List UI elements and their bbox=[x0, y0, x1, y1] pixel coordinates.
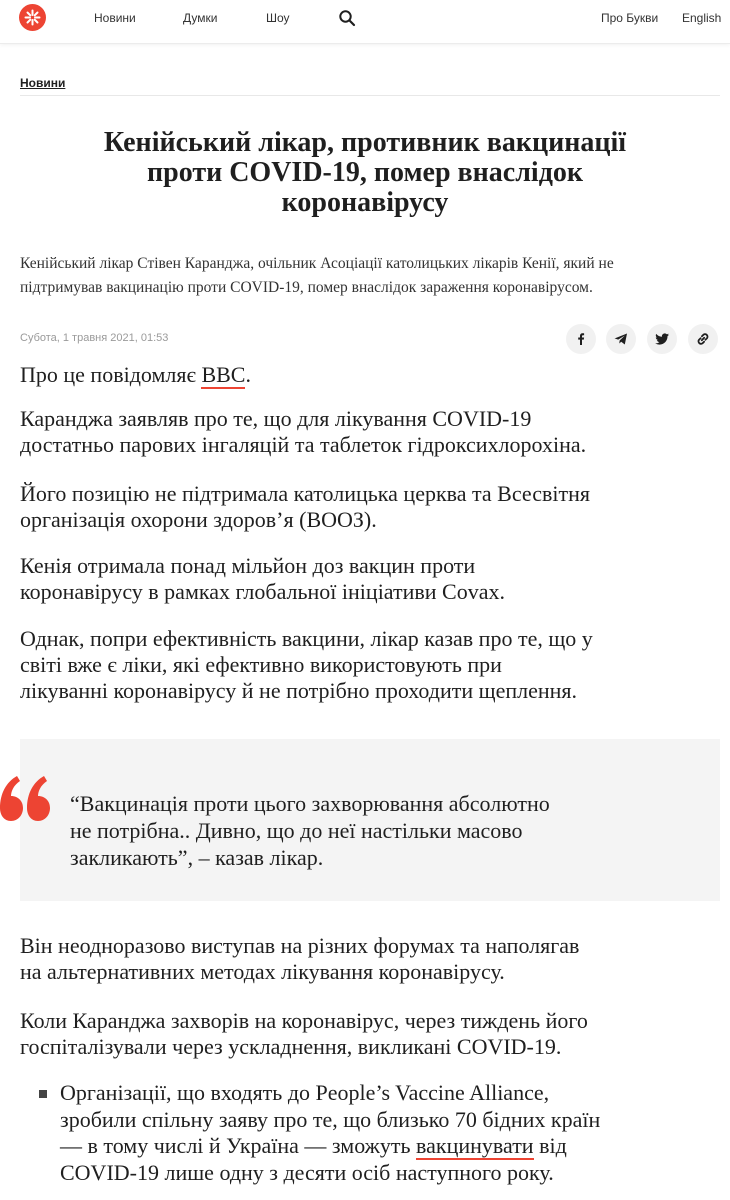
text-line: на альтернативних методах лікування коронавірусу. bbox=[20, 959, 505, 984]
logo-icon[interactable] bbox=[19, 4, 46, 31]
facebook-icon[interactable] bbox=[566, 324, 596, 354]
quote-line: “Вакцинація проти цього захворювання абсолютно bbox=[70, 791, 550, 816]
title-line: Кенійський лікар, противник вакцинації bbox=[103, 127, 627, 158]
list-item bbox=[60, 1080, 725, 1186]
twitter-icon[interactable] bbox=[647, 324, 677, 354]
article-title bbox=[40, 128, 690, 218]
bullet-marker bbox=[39, 1090, 47, 1098]
nav-news[interactable]: Новини bbox=[94, 11, 136, 25]
text-line: лікуванні коронавірусу й не потрібно проходити щеплення. bbox=[20, 678, 578, 703]
text-line: Коли Каранджа захворів на коронавірус, через тиждень його bbox=[20, 1008, 588, 1033]
text-line: Однак, попри ефективність вакцини, лікар казав про те, що у bbox=[20, 626, 593, 651]
text-line: госпіталізували через ускладнення, викликані COVID-19. bbox=[20, 1034, 562, 1059]
text-line: достатньо парових інгаляцій та таблеток гідроксихлорохіна. bbox=[20, 432, 587, 457]
text-line: Каранджа заявляв про те, що для лікування COVID-19 bbox=[20, 406, 532, 431]
text-line: світі вже є ліки, які ефективно використовують при bbox=[20, 652, 502, 677]
breadcrumb bbox=[20, 72, 720, 96]
paragraph bbox=[20, 553, 720, 605]
paragraph-source bbox=[20, 362, 720, 388]
text-line: COVID-19 лише одну з десяти осіб наступного року. bbox=[60, 1159, 554, 1185]
text-line: Організації, що входять до People’s Vaccine Alliance, bbox=[60, 1080, 550, 1105]
title-line: коронавірусу bbox=[281, 187, 449, 218]
article-lead bbox=[20, 252, 720, 300]
text: Про це повідомляє bbox=[20, 362, 202, 387]
nav-opinions[interactable]: Думки bbox=[183, 11, 218, 25]
text-line: Він неодноразово виступав на різних форумах та наполягав bbox=[20, 933, 580, 958]
asterisk-logo-icon bbox=[24, 9, 41, 26]
text-line: Кенія отримала понад мільйон доз вакцин проти bbox=[20, 553, 476, 578]
text-line: коронавірусу в рамках глобальної ініціативи Covax. bbox=[20, 579, 505, 604]
paragraph bbox=[20, 626, 720, 704]
title-line: проти COVID-19, помер внаслідок bbox=[146, 157, 584, 188]
text: . bbox=[245, 362, 251, 387]
text: — в тому числі й Україна — зможуть bbox=[60, 1133, 417, 1158]
paragraph bbox=[20, 481, 720, 533]
bbc-link[interactable]: BBC bbox=[201, 362, 246, 387]
text-line: зробили спільну заяву про те, що близько 70 бідних країн bbox=[60, 1106, 601, 1132]
nav-english[interactable]: English bbox=[682, 11, 722, 25]
breadcrumb-news[interactable]: Новини bbox=[20, 76, 66, 90]
paragraph bbox=[20, 933, 720, 985]
paragraph bbox=[20, 406, 720, 458]
quote-line: не потрібна.. Дивно, що до неї настільки масово bbox=[70, 818, 523, 843]
search-icon[interactable] bbox=[338, 9, 356, 27]
lead-line: Кенійський лікар Стівен Каранджа, очільник Асоціації католицьких лікарів Кенії, який не bbox=[20, 255, 614, 272]
site-header bbox=[0, 0, 730, 44]
telegram-icon[interactable] bbox=[606, 324, 636, 354]
quote-line: закликають”, – казав лікар. bbox=[70, 845, 324, 870]
nav-show[interactable]: Шоу bbox=[266, 11, 290, 25]
link-icon[interactable] bbox=[688, 324, 718, 354]
text-line: Його позицію не підтримала католицька церква та Всесвітня bbox=[20, 481, 590, 506]
publish-date: Субота, 1 травня 2021, 01:53 bbox=[20, 332, 169, 344]
text: від bbox=[533, 1133, 567, 1158]
nav-about[interactable]: Про Букви bbox=[601, 11, 659, 25]
vaccinate-link[interactable]: вакцинувати bbox=[416, 1133, 534, 1158]
quote-mark-icon bbox=[0, 772, 52, 828]
quote-text bbox=[70, 790, 690, 871]
text-line: організація охорони здоров’я (ВООЗ). bbox=[20, 507, 377, 532]
paragraph bbox=[20, 1008, 720, 1060]
lead-line: підтримував вакцинацію проти COVID-19, помер внаслідок зараження коронавірусом. bbox=[20, 279, 593, 296]
